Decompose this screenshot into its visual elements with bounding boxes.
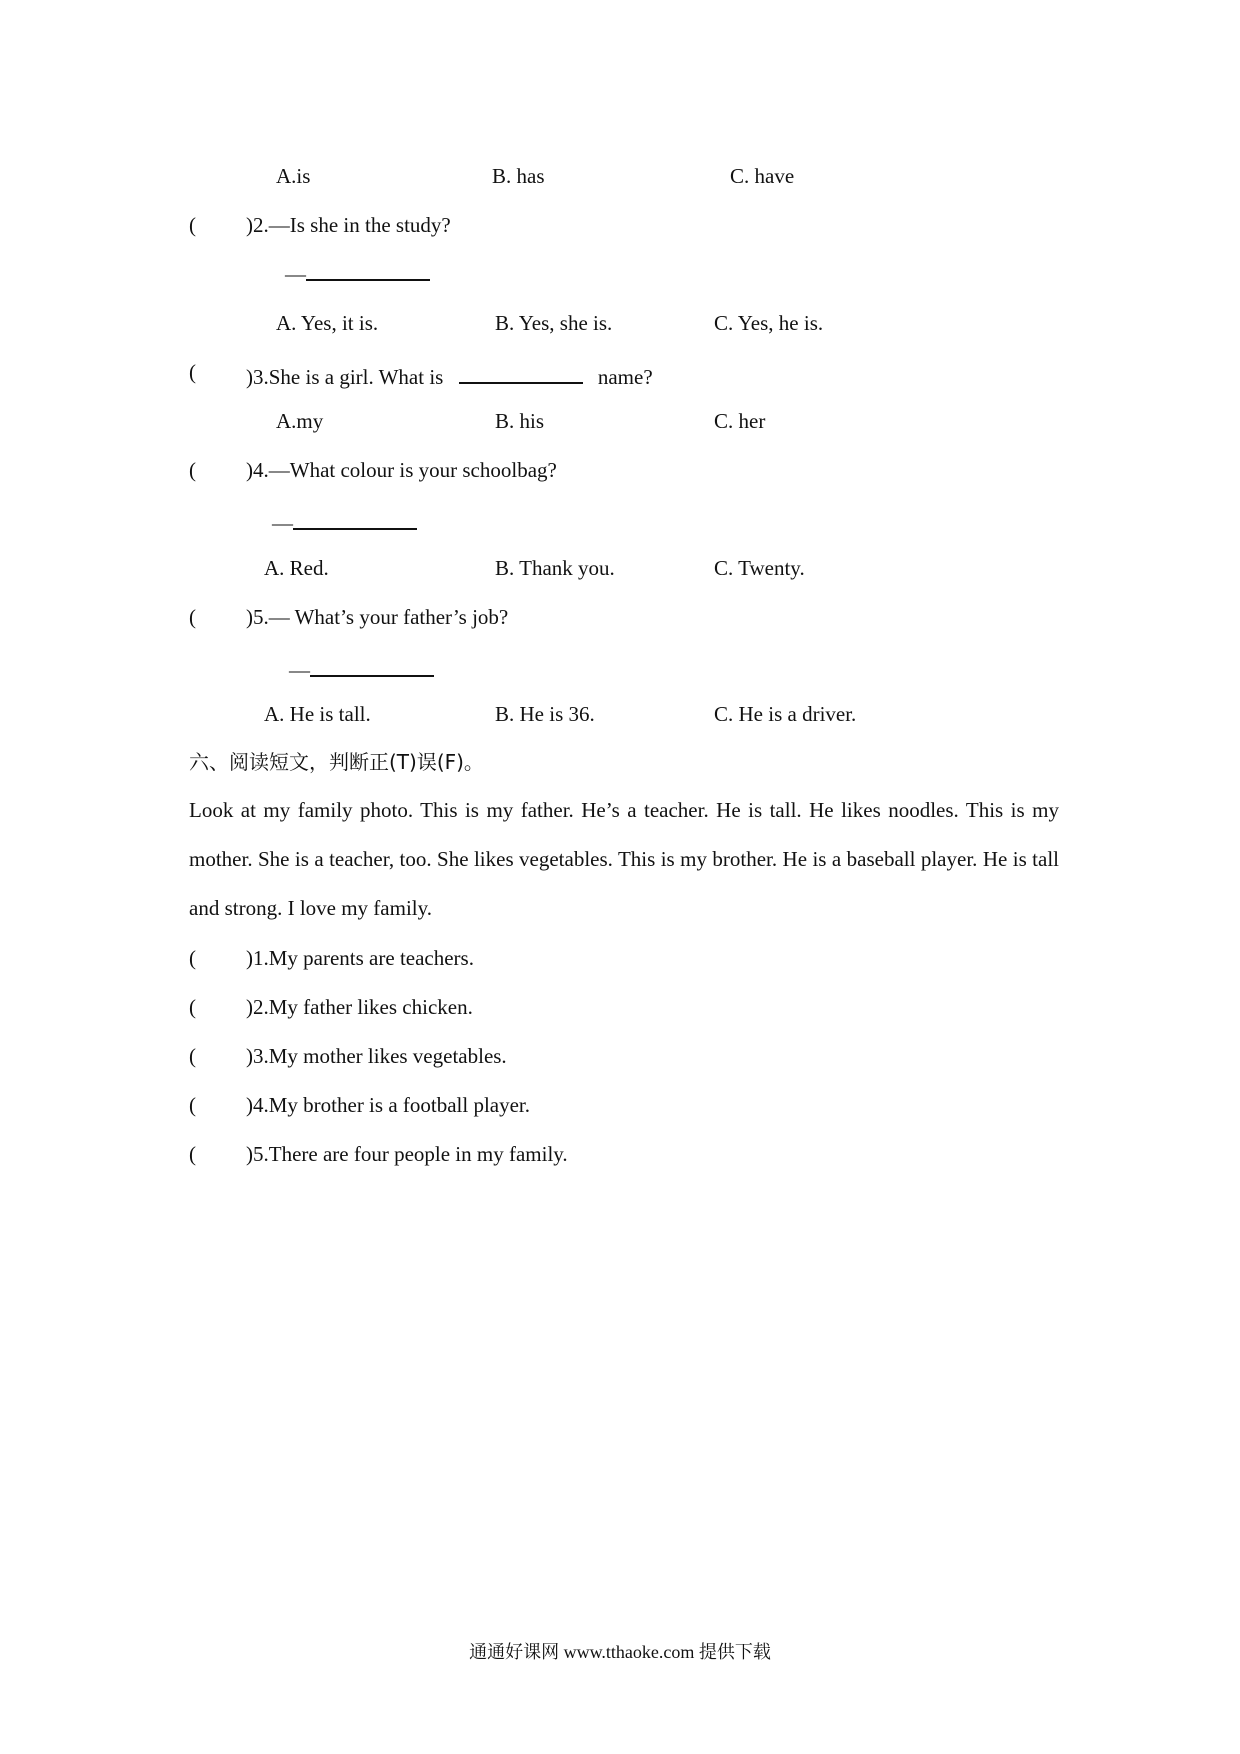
q3-question-before: )3.She is a girl. What is bbox=[246, 365, 449, 389]
q2-answer-line bbox=[285, 259, 430, 285]
s6-item2-text: )2.My father likes chicken. bbox=[246, 995, 473, 1019]
q2-paren: ( bbox=[189, 213, 196, 237]
q5-paren: ( bbox=[189, 605, 196, 629]
q3-option-a: A.my bbox=[276, 409, 324, 433]
q4-option-a: A. Red. bbox=[264, 556, 329, 580]
section6-passage: Look at my family photo. This is my father. He’s a teacher. He is tall. He likes noodles. This is my mother. She is a teacher, too. She likes vegetables. This is my brother. He is a baseball player. He is tall and strong. I love my family. bbox=[189, 798, 1059, 920]
q3-blank bbox=[459, 362, 583, 384]
s6-item1-text: )1.My parents are teachers. bbox=[246, 946, 474, 970]
q2-dash: — bbox=[285, 262, 306, 286]
q3-question-after: name? bbox=[592, 365, 653, 389]
q4-paren: ( bbox=[189, 458, 196, 482]
s6-item1-paren: ( bbox=[189, 946, 196, 970]
s6-item5-text: )5.There are four people in my family. bbox=[246, 1142, 568, 1166]
q5-blank bbox=[310, 655, 434, 677]
s6-item4-paren: ( bbox=[189, 1093, 196, 1117]
s6-item4-text: )4.My brother is a football player. bbox=[246, 1093, 531, 1117]
q3-option-b: B. his bbox=[495, 409, 545, 433]
q4-answer-line bbox=[272, 508, 417, 534]
q1-option-b: B. has bbox=[492, 164, 545, 188]
s6-item3-paren: ( bbox=[189, 1044, 196, 1068]
q4-dash: — bbox=[272, 511, 293, 535]
q3-paren: ( bbox=[189, 360, 196, 384]
q2-option-c: C. Yes, he is. bbox=[714, 311, 824, 335]
q2-question: )2.—Is she in the study? bbox=[246, 213, 451, 237]
q2-blank bbox=[306, 259, 430, 281]
q5-option-c: C. He is a driver. bbox=[714, 702, 857, 726]
q4-option-b: B. Thank you. bbox=[495, 556, 615, 580]
q1-option-c: C. have bbox=[730, 164, 795, 188]
section6-heading: 六、阅读短文，判断正(T)误(F)。 bbox=[189, 750, 484, 774]
q5-question: )5.— What’s your father’s job? bbox=[246, 605, 509, 629]
q1-option-a: A.is bbox=[276, 164, 311, 188]
q4-question: )4.—What colour is your schoolbag? bbox=[246, 458, 557, 482]
q3-question bbox=[246, 362, 653, 388]
q5-option-b: B. He is 36. bbox=[495, 702, 595, 726]
s6-item2-paren: ( bbox=[189, 995, 196, 1019]
q5-option-a: A. He is tall. bbox=[264, 702, 371, 726]
s6-item5-paren: ( bbox=[189, 1142, 196, 1166]
q3-option-c: C. her bbox=[714, 409, 766, 433]
q5-answer-line bbox=[289, 655, 434, 681]
q2-option-a: A. Yes, it is. bbox=[276, 311, 379, 335]
q2-option-b: B. Yes, she is. bbox=[495, 311, 613, 335]
q4-option-c: C. Twenty. bbox=[714, 556, 805, 580]
footer-watermark-text: 通通好课网 www.tthaoke.com 提供下载 bbox=[469, 1642, 771, 1662]
q5-dash: — bbox=[289, 658, 310, 682]
q4-blank bbox=[293, 508, 417, 530]
s6-item3-text: )3.My mother likes vegetables. bbox=[246, 1044, 507, 1068]
